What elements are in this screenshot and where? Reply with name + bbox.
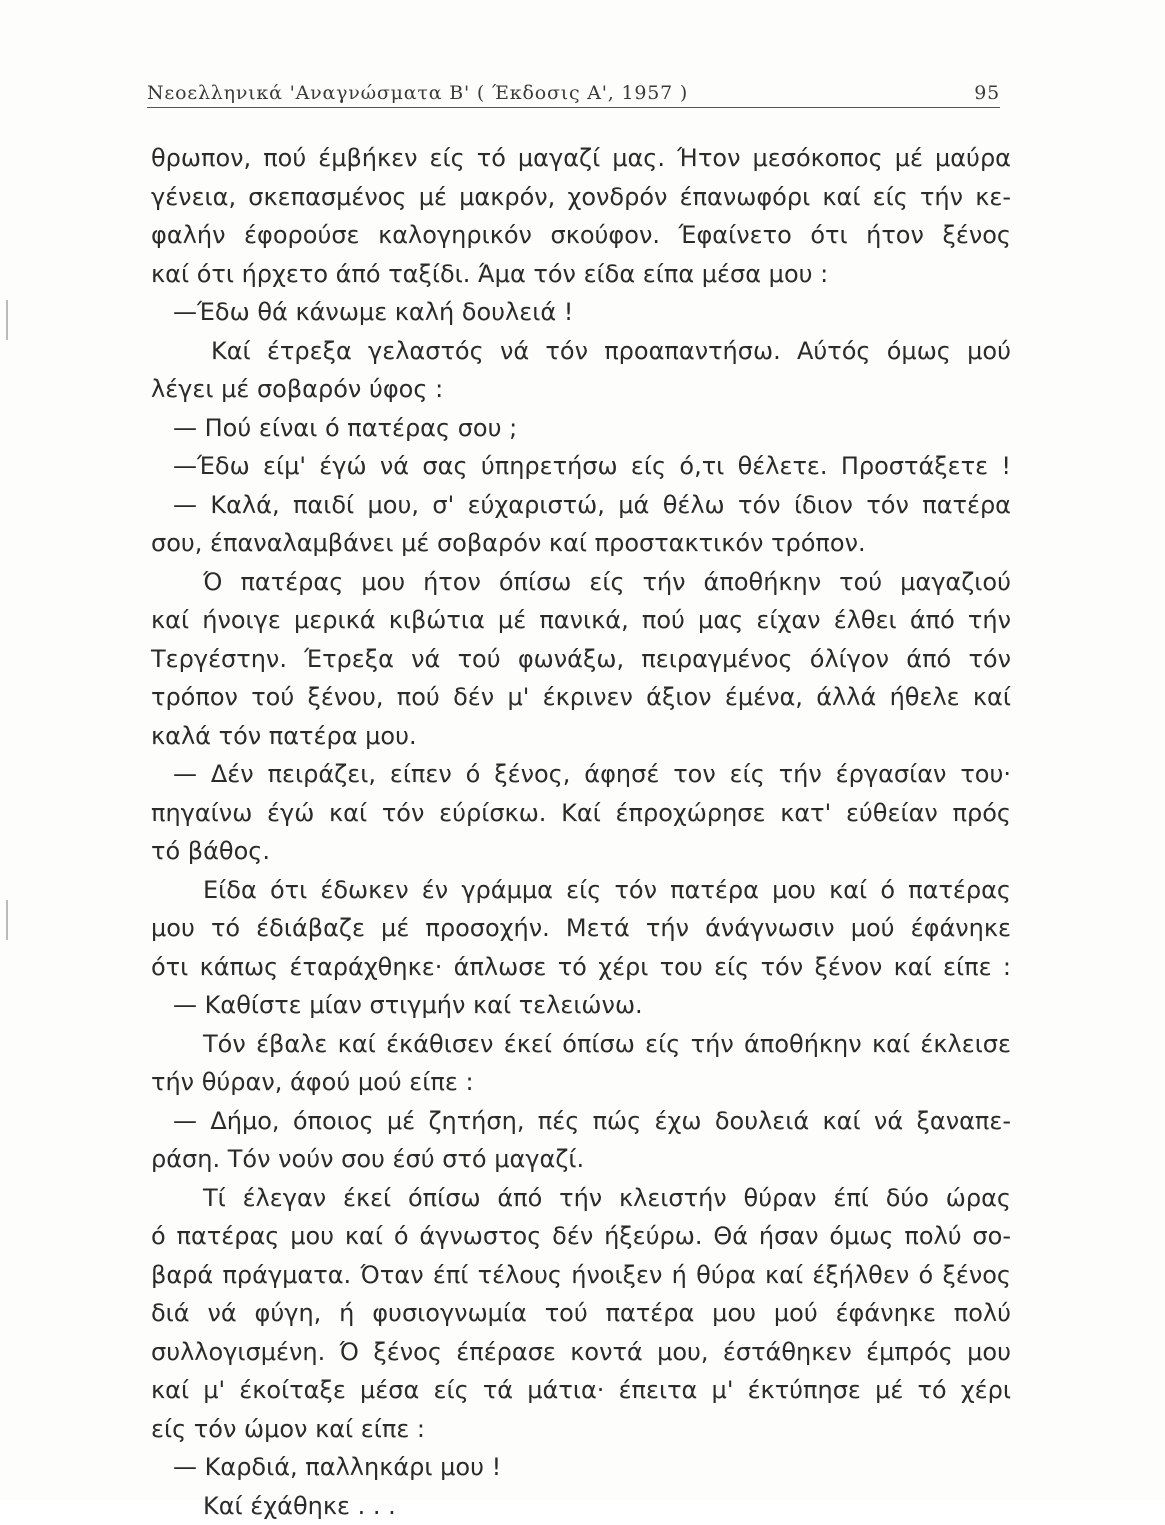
page-number: 95 <box>974 82 1000 104</box>
text-line: — Δήμο, όποιος μέ ζητήση, πές πώς έχω δουλειά καί νά ξαναπε- <box>151 1102 1011 1141</box>
text-line: — Καρδιά, παλληκάρι μου ! <box>151 1448 1011 1487</box>
text-line: καί μ' έκοίταξε μέσα είς τά μάτια· έπειτα μ' έκτύπησε μέ τό χέρι <box>151 1371 1011 1410</box>
text-line: ότι κάπως έταράχθηκε· άπλωσε τό χέρι του είς τόν ξένον καί είπε : <box>151 948 1011 987</box>
text-line: καί ότι ήρχετο άπό ταξίδι. Άμα τόν είδα είπα μέσα μου : <box>151 255 1011 294</box>
text-line: Τόν έβαλε καί έκάθισεν έκεί όπίσω είς τήν άποθήκην καί έκλεισε <box>151 1025 1011 1064</box>
text-line: Ό πατέρας μου ήτον όπίσω είς τήν άποθήκην τού μαγαζιού <box>151 563 1011 602</box>
text-line: διά νά φύγη, ή φυσιογνωμία τού πατέρα μου μού έφάνηκε πολύ <box>151 1294 1011 1333</box>
running-title: Νεοελληνικά 'Αναγνώσματα Β' ( Έκδοσις Α', 1957 ) <box>147 82 688 104</box>
text-line: —Έδω είμ' έγώ νά σας ύπηρετήσω είς ό,τι θέλετε. Προστάξετε ! <box>151 447 1011 486</box>
margin-mark <box>6 300 8 340</box>
text-line: τό βάθος. <box>151 832 1011 871</box>
text-line: Καί έχάθηκε . . . <box>151 1487 1011 1525</box>
text-line: τρόπον τού ξένου, πού δέν μ' έκρινεν άξιον έμένα, άλλά ήθελε καί <box>151 678 1011 717</box>
text-line: θρωπον, πού έμβήκεν είς τό μαγαζί μας. Ήτον μεσόκοπος μέ μαύρα <box>151 139 1011 178</box>
text-line: ό πατέρας μου καί ό άγνωστος δέν ήξεύρω. Θά ήσαν όμως πολύ σο- <box>151 1217 1011 1256</box>
text-line: πηγαίνω έγώ καί τόν εύρίσκω. Καί έπροχώρησε κατ' εύθείαν πρός <box>151 794 1011 833</box>
text-line: λέγει μέ σοβαρόν ύφος : <box>151 370 1011 409</box>
page-header <box>147 68 1000 104</box>
text-line: — Καθίστε μίαν στιγμήν καί τελειώνω. <box>151 986 1011 1025</box>
text-line: — Καλά, παιδί μου, σ' εύχαριστώ, μά θέλω τόν ίδιον τόν πατέρα <box>151 486 1011 525</box>
text-line: φαλήν έφορούσε καλογηρικόν σκούφον. Έφαίνετο ότι ήτον ξένος <box>151 216 1011 255</box>
text-line: Καί έτρεξα γελαστός νά τόν προαπαντήσω. Αύτός όμως μού <box>151 332 1011 371</box>
header-rule <box>147 107 1000 108</box>
text-line: Τεργέστην. Έτρεξα νά τού φωνάξω, πειραγμένος όλίγον άπό τόν <box>151 640 1011 679</box>
text-line: μου τό έδιάβαζε μέ προσοχήν. Μετά τήν άνάγνωσιν μού έφάνηκε <box>151 909 1011 948</box>
text-line: — Πού είναι ό πατέρας σου ; <box>151 409 1011 448</box>
text-line: ράση. Τόν νούν σου έσύ στό μαγαζί. <box>151 1140 1011 1179</box>
text-line: σου, έπαναλαμβάνει μέ σοβαρόν καί προστακτικόν τρόπον. <box>151 524 1011 563</box>
body-text <box>151 139 1011 1525</box>
text-line: είς τόν ώμον καί είπε : <box>151 1410 1011 1449</box>
text-line: συλλογισμένη. Ό ξένος έπέρασε κοντά μου, έστάθηκεν έμπρός μου <box>151 1333 1011 1372</box>
text-line: γένεια, σκεπασμένος μέ μακρόν, χονδρόν έπανωφόρι καί είς τήν κε- <box>151 178 1011 217</box>
text-line: — Δέν πειράζει, είπεν ό ξένος, άφησέ τον είς τήν έργασίαν του· <box>151 755 1011 794</box>
text-line: καλά τόν πατέρα μου. <box>151 717 1011 756</box>
text-line: τήν θύραν, άφού μού είπε : <box>151 1063 1011 1102</box>
text-line: Τί έλεγαν έκεί όπίσω άπό τήν κλειστήν θύραν έπί δύο ώρας <box>151 1179 1011 1218</box>
text-line: Είδα ότι έδωκεν έν γράμμα είς τόν πατέρα μου καί ό πατέρας <box>151 871 1011 910</box>
text-line: —Έδω θά κάνωμε καλή δουλειά ! <box>151 293 1011 332</box>
margin-mark <box>6 900 8 940</box>
text-line: βαρά πράγματα. Όταν έπί τέλους ήνοιξεν ή θύρα καί έξήλθεν ό ξένος <box>151 1256 1011 1295</box>
text-line: καί ήνοιγε μερικά κιβώτια μέ πανικά, πού μας είχαν έλθει άπό τήν <box>151 601 1011 640</box>
